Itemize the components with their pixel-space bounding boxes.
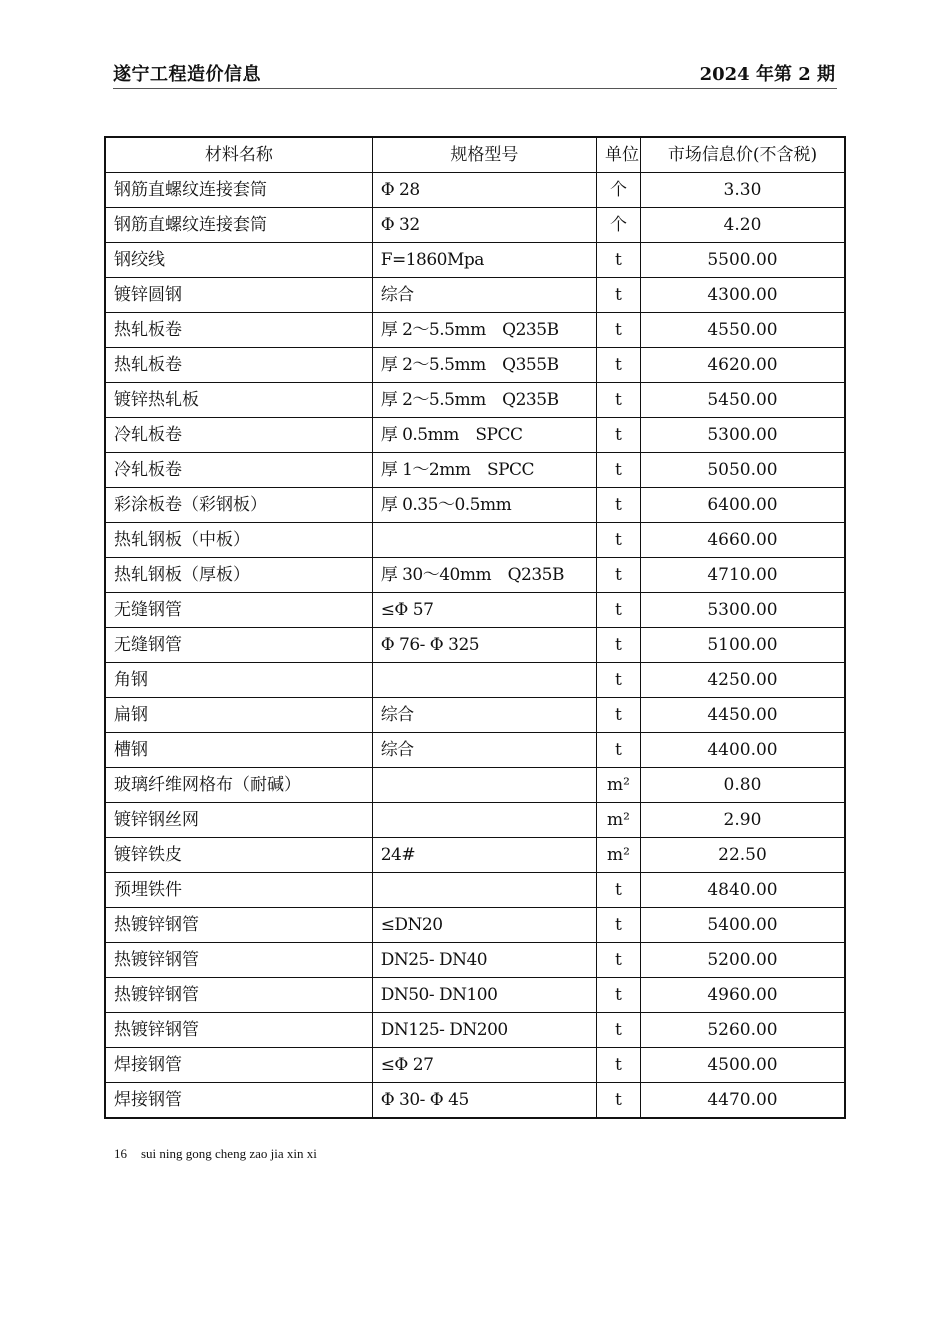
cell-unit: t (596, 278, 640, 313)
cell-price: 5050.00 (640, 453, 845, 488)
cell-material-name: 热轧板卷 (105, 348, 372, 383)
table-row (105, 768, 845, 803)
table-row (105, 1048, 845, 1083)
cell-material-name: 冷轧板卷 (105, 453, 372, 488)
table-row (105, 383, 845, 418)
cell-price: 4840.00 (640, 873, 845, 908)
material-price-table (104, 136, 846, 1119)
cell-spec: 综合 (372, 278, 596, 313)
cell-spec: ≤Φ 27 (372, 1048, 596, 1083)
table-row (105, 943, 845, 978)
cell-unit: t (596, 418, 640, 453)
table-row (105, 908, 845, 943)
cell-price: 5200.00 (640, 943, 845, 978)
column-header-name: 材料名称 (105, 137, 372, 173)
cell-material-name: 槽钢 (105, 733, 372, 768)
cell-material-name: 焊接钢管 (105, 1048, 372, 1083)
cell-price: 4250.00 (640, 663, 845, 698)
publication-title: 遂宁工程造价信息 (113, 64, 261, 85)
cell-price: 5450.00 (640, 383, 845, 418)
table-row (105, 978, 845, 1013)
cell-spec (372, 523, 596, 558)
cell-spec (372, 768, 596, 803)
cell-price: 5500.00 (640, 243, 845, 278)
cell-unit: t (596, 733, 640, 768)
cell-price: 5400.00 (640, 908, 845, 943)
cell-material-name: 镀锌钢丝网 (105, 803, 372, 838)
cell-material-name: 钢筋直螺纹连接套筒 (105, 208, 372, 243)
cell-price: 5260.00 (640, 1013, 845, 1048)
cell-material-name: 镀锌铁皮 (105, 838, 372, 873)
cell-price: 4470.00 (640, 1083, 845, 1119)
cell-material-name: 热镀锌钢管 (105, 943, 372, 978)
footer-pinyin: sui ning gong cheng zao jia xin xi (141, 1146, 317, 1161)
column-header-price: 市场信息价(不含税) (640, 137, 845, 173)
cell-unit: t (596, 453, 640, 488)
cell-material-name: 彩涂板卷（彩钢板） (105, 488, 372, 523)
cell-price: 0.80 (640, 768, 845, 803)
cell-unit: t (596, 348, 640, 383)
cell-unit: t (596, 558, 640, 593)
cell-material-name: 钢筋直螺纹连接套筒 (105, 173, 372, 208)
table-row (105, 803, 845, 838)
cell-unit: m² (596, 803, 640, 838)
table-body (105, 173, 845, 1119)
cell-unit: t (596, 593, 640, 628)
cell-unit: t (596, 978, 640, 1013)
cell-price: 4660.00 (640, 523, 845, 558)
table-row (105, 873, 845, 908)
cell-unit: m² (596, 838, 640, 873)
cell-material-name: 焊接钢管 (105, 1083, 372, 1119)
cell-material-name: 热镀锌钢管 (105, 978, 372, 1013)
cell-spec: 厚 0.5mm SPCC (372, 418, 596, 453)
table-row (105, 1083, 845, 1119)
cell-spec: 综合 (372, 698, 596, 733)
cell-unit: t (596, 698, 640, 733)
cell-spec: Φ 30- Φ 45 (372, 1083, 596, 1119)
cell-material-name: 热镀锌钢管 (105, 908, 372, 943)
cell-material-name: 热轧钢板（中板） (105, 523, 372, 558)
cell-price: 4400.00 (640, 733, 845, 768)
table-row (105, 313, 845, 348)
cell-unit: t (596, 628, 640, 663)
cell-price: 5300.00 (640, 418, 845, 453)
cell-unit: 个 (596, 173, 640, 208)
cell-price: 4960.00 (640, 978, 845, 1013)
table-row (105, 523, 845, 558)
cell-unit: t (596, 908, 640, 943)
table-row (105, 278, 845, 313)
table-header (105, 137, 845, 173)
cell-price: 6400.00 (640, 488, 845, 523)
cell-material-name: 热轧钢板（厚板） (105, 558, 372, 593)
cell-price: 4500.00 (640, 1048, 845, 1083)
cell-unit: t (596, 1048, 640, 1083)
cell-unit: t (596, 1083, 640, 1119)
cell-material-name: 无缝钢管 (105, 593, 372, 628)
cell-unit: 个 (596, 208, 640, 243)
cell-price: 5100.00 (640, 628, 845, 663)
cell-spec (372, 663, 596, 698)
column-header-spec: 规格型号 (372, 137, 596, 173)
cell-material-name: 无缝钢管 (105, 628, 372, 663)
table-row (105, 663, 845, 698)
cell-price: 4300.00 (640, 278, 845, 313)
cell-material-name: 扁钢 (105, 698, 372, 733)
cell-spec: 厚 2～5.5mm Q355B (372, 348, 596, 383)
table-row (105, 698, 845, 733)
cell-spec: 厚 2～5.5mm Q235B (372, 383, 596, 418)
cell-spec: DN125- DN200 (372, 1013, 596, 1048)
table-row (105, 243, 845, 278)
table-row (105, 348, 845, 383)
cell-spec: 厚 30～40mm Q235B (372, 558, 596, 593)
cell-price: 4620.00 (640, 348, 845, 383)
issue-label: 2024 年第 2 期 (699, 64, 835, 85)
table-row (105, 838, 845, 873)
page-header (113, 58, 837, 89)
table-row (105, 173, 845, 208)
cell-price: 22.50 (640, 838, 845, 873)
cell-spec: 24# (372, 838, 596, 873)
cell-spec: ≤Φ 57 (372, 593, 596, 628)
column-header-unit: 单位 (596, 137, 640, 173)
cell-material-name: 热镀锌钢管 (105, 1013, 372, 1048)
table-row (105, 1013, 845, 1048)
cell-price: 4.20 (640, 208, 845, 243)
cell-material-name: 镀锌圆钢 (105, 278, 372, 313)
cell-unit: t (596, 1013, 640, 1048)
cell-unit: t (596, 313, 640, 348)
cell-price: 4550.00 (640, 313, 845, 348)
cell-material-name: 热轧板卷 (105, 313, 372, 348)
table-row (105, 733, 845, 768)
cell-price: 4450.00 (640, 698, 845, 733)
cell-unit: t (596, 383, 640, 418)
table-row (105, 453, 845, 488)
cell-spec: DN50- DN100 (372, 978, 596, 1013)
cell-unit: t (596, 243, 640, 278)
page-footer (114, 1146, 317, 1162)
cell-material-name: 玻璃纤维网格布（耐碱） (105, 768, 372, 803)
table-row (105, 488, 845, 523)
table-row (105, 628, 845, 663)
header-row (105, 137, 845, 173)
cell-spec: 厚 1～2mm SPCC (372, 453, 596, 488)
cell-unit: t (596, 523, 640, 558)
table-row (105, 418, 845, 453)
cell-price: 5300.00 (640, 593, 845, 628)
cell-spec: Φ 32 (372, 208, 596, 243)
cell-unit: t (596, 873, 640, 908)
cell-spec: F=1860Mpa (372, 243, 596, 278)
cell-material-name: 钢绞线 (105, 243, 372, 278)
cell-price: 2.90 (640, 803, 845, 838)
cell-material-name: 角钢 (105, 663, 372, 698)
cell-price: 3.30 (640, 173, 845, 208)
cell-spec (372, 803, 596, 838)
cell-spec: DN25- DN40 (372, 943, 596, 978)
table-row (105, 208, 845, 243)
cell-material-name: 镀锌热轧板 (105, 383, 372, 418)
cell-material-name: 冷轧板卷 (105, 418, 372, 453)
cell-spec (372, 873, 596, 908)
cell-price: 4710.00 (640, 558, 845, 593)
cell-spec: 厚 0.35～0.5mm (372, 488, 596, 523)
cell-spec: 综合 (372, 733, 596, 768)
cell-unit: m² (596, 768, 640, 803)
cell-spec: 厚 2～5.5mm Q235B (372, 313, 596, 348)
table-row (105, 558, 845, 593)
cell-unit: t (596, 488, 640, 523)
cell-spec: Φ 28 (372, 173, 596, 208)
cell-spec: Φ 76- Φ 325 (372, 628, 596, 663)
table-row (105, 593, 845, 628)
cell-spec: ≤DN20 (372, 908, 596, 943)
page-number: 16 (114, 1146, 127, 1161)
cell-unit: t (596, 943, 640, 978)
cell-material-name: 预埋铁件 (105, 873, 372, 908)
cell-unit: t (596, 663, 640, 698)
